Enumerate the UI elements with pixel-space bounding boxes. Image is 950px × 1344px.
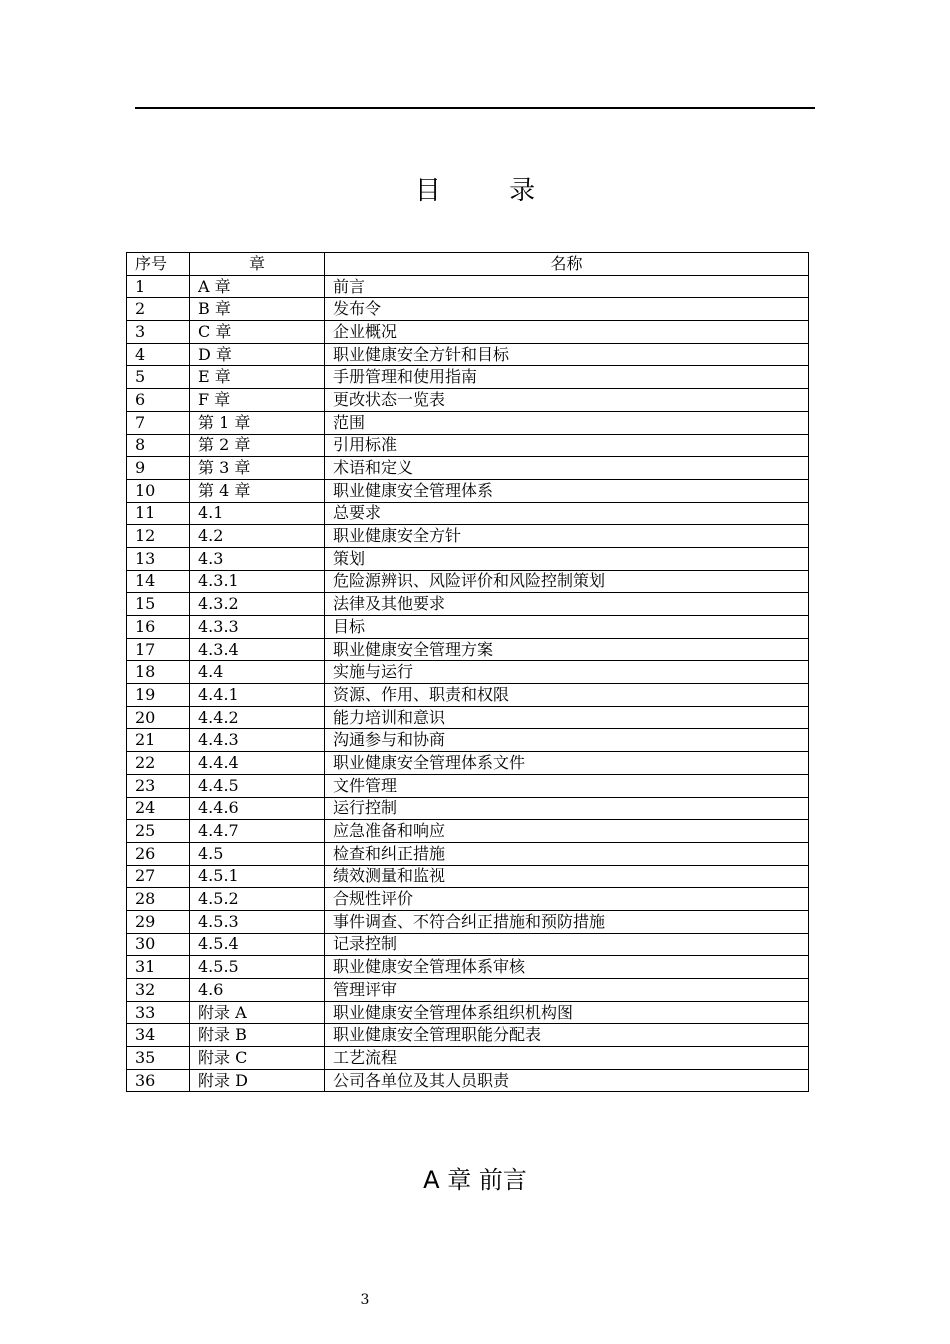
cell-chapter: E 章	[190, 366, 325, 389]
table-row	[127, 774, 809, 797]
cell-seq: 17	[127, 638, 190, 661]
table-row	[127, 547, 809, 570]
cell-name: 职业健康安全管理体系文件	[325, 752, 809, 775]
cell-name: 总要求	[325, 502, 809, 525]
table-row	[127, 570, 809, 593]
cell-chapter: 4.4	[190, 661, 325, 684]
cell-name: 检查和纠正措施	[325, 842, 809, 865]
table-row	[127, 616, 809, 639]
table-row	[127, 457, 809, 480]
cell-name: 手册管理和使用指南	[325, 366, 809, 389]
table-row	[127, 842, 809, 865]
table-row	[127, 366, 809, 389]
cell-chapter: A 章	[190, 275, 325, 298]
cell-seq: 33	[127, 1001, 190, 1024]
cell-name: 运行控制	[325, 797, 809, 820]
table-row	[127, 706, 809, 729]
cell-chapter: 第 3 章	[190, 457, 325, 480]
table-row	[127, 298, 809, 321]
cell-chapter: 4.5.5	[190, 956, 325, 979]
cell-name: 职业健康安全方针和目标	[325, 343, 809, 366]
cell-chapter: 4.3.3	[190, 616, 325, 639]
cell-seq: 1	[127, 275, 190, 298]
table-row	[127, 979, 809, 1002]
cell-name: 沟通参与和协商	[325, 729, 809, 752]
toc-table	[126, 252, 809, 1092]
cell-name: 公司各单位及其人员职责	[325, 1069, 809, 1092]
cell-name: 职业健康安全方针	[325, 525, 809, 548]
cell-chapter: 4.3	[190, 547, 325, 570]
column-header-chapter: 章	[190, 253, 325, 276]
table-row	[127, 865, 809, 888]
cell-seq: 3	[127, 321, 190, 344]
table-row	[127, 321, 809, 344]
cell-name: 资源、作用、职责和权限	[325, 684, 809, 707]
cell-name: 绩效测量和监视	[325, 865, 809, 888]
cell-name: 职业健康安全管理体系审核	[325, 956, 809, 979]
cell-seq: 29	[127, 910, 190, 933]
cell-seq: 30	[127, 933, 190, 956]
toc-header	[127, 253, 809, 276]
page-number: 3	[360, 1292, 370, 1308]
cell-seq: 34	[127, 1024, 190, 1047]
cell-seq: 12	[127, 525, 190, 548]
cell-chapter: 4.4.1	[190, 684, 325, 707]
cell-name: 法律及其他要求	[325, 593, 809, 616]
column-header-name: 名称	[325, 253, 809, 276]
cell-chapter: 附录 B	[190, 1024, 325, 1047]
cell-seq: 8	[127, 434, 190, 457]
cell-name: 职业健康安全管理体系组织机构图	[325, 1001, 809, 1024]
cell-seq: 15	[127, 593, 190, 616]
cell-chapter: 4.2	[190, 525, 325, 548]
cell-chapter: 附录 C	[190, 1047, 325, 1070]
cell-seq: 26	[127, 842, 190, 865]
table-row	[127, 1047, 809, 1070]
section-heading: A 章 前言	[423, 1166, 527, 1194]
cell-chapter: 4.3.1	[190, 570, 325, 593]
cell-seq: 27	[127, 865, 190, 888]
cell-seq: 19	[127, 684, 190, 707]
cell-name: 职业健康安全管理体系	[325, 479, 809, 502]
cell-chapter: 4.1	[190, 502, 325, 525]
cell-chapter: 第 4 章	[190, 479, 325, 502]
cell-chapter: 4.4.3	[190, 729, 325, 752]
cell-chapter: 4.4.6	[190, 797, 325, 820]
cell-name: 策划	[325, 547, 809, 570]
cell-chapter: 4.4.4	[190, 752, 325, 775]
cell-seq: 25	[127, 820, 190, 843]
cell-seq: 9	[127, 457, 190, 480]
cell-chapter: 4.5.4	[190, 933, 325, 956]
toc-header-row	[127, 253, 809, 276]
cell-name: 企业概况	[325, 321, 809, 344]
cell-seq: 7	[127, 411, 190, 434]
table-row	[127, 956, 809, 979]
table-row	[127, 434, 809, 457]
toc-title: 目 录	[414, 176, 566, 206]
cell-chapter: 第 1 章	[190, 411, 325, 434]
cell-name: 事件调查、不符合纠正措施和预防措施	[325, 910, 809, 933]
table-row	[127, 502, 809, 525]
cell-seq: 10	[127, 479, 190, 502]
table-row	[127, 684, 809, 707]
cell-seq: 16	[127, 616, 190, 639]
table-row	[127, 275, 809, 298]
cell-name: 合规性评价	[325, 888, 809, 911]
table-row	[127, 752, 809, 775]
toc-body	[127, 275, 809, 1092]
table-row	[127, 389, 809, 412]
cell-name: 目标	[325, 616, 809, 639]
cell-chapter: F 章	[190, 389, 325, 412]
cell-name: 范围	[325, 411, 809, 434]
cell-chapter: C 章	[190, 321, 325, 344]
table-row	[127, 910, 809, 933]
cell-chapter: 4.5	[190, 842, 325, 865]
cell-chapter: 4.3.2	[190, 593, 325, 616]
cell-chapter: 第 2 章	[190, 434, 325, 457]
cell-name: 工艺流程	[325, 1047, 809, 1070]
header-rule	[135, 107, 815, 109]
cell-seq: 24	[127, 797, 190, 820]
cell-seq: 14	[127, 570, 190, 593]
cell-seq: 28	[127, 888, 190, 911]
cell-name: 更改状态一览表	[325, 389, 809, 412]
cell-name: 管理评审	[325, 979, 809, 1002]
cell-name: 危险源辨识、风险评价和风险控制策划	[325, 570, 809, 593]
table-row	[127, 343, 809, 366]
table-row	[127, 661, 809, 684]
table-row	[127, 888, 809, 911]
table-row	[127, 525, 809, 548]
table-row	[127, 1069, 809, 1092]
cell-chapter: 附录 D	[190, 1069, 325, 1092]
table-row	[127, 933, 809, 956]
cell-seq: 20	[127, 706, 190, 729]
cell-chapter: 4.4.5	[190, 774, 325, 797]
cell-name: 职业健康安全管理职能分配表	[325, 1024, 809, 1047]
table-row	[127, 479, 809, 502]
table-row	[127, 820, 809, 843]
cell-seq: 5	[127, 366, 190, 389]
cell-seq: 13	[127, 547, 190, 570]
cell-chapter: B 章	[190, 298, 325, 321]
cell-seq: 32	[127, 979, 190, 1002]
cell-chapter: 4.4.2	[190, 706, 325, 729]
cell-seq: 22	[127, 752, 190, 775]
cell-chapter: D 章	[190, 343, 325, 366]
cell-name: 文件管理	[325, 774, 809, 797]
cell-chapter: 4.6	[190, 979, 325, 1002]
cell-seq: 35	[127, 1047, 190, 1070]
cell-seq: 4	[127, 343, 190, 366]
cell-seq: 11	[127, 502, 190, 525]
cell-name: 实施与运行	[325, 661, 809, 684]
cell-seq: 6	[127, 389, 190, 412]
cell-name: 术语和定义	[325, 457, 809, 480]
cell-name: 发布令	[325, 298, 809, 321]
cell-name: 职业健康安全管理方案	[325, 638, 809, 661]
cell-seq: 21	[127, 729, 190, 752]
table-row	[127, 1024, 809, 1047]
cell-seq: 18	[127, 661, 190, 684]
cell-name: 前言	[325, 275, 809, 298]
cell-name: 能力培训和意识	[325, 706, 809, 729]
cell-name: 引用标准	[325, 434, 809, 457]
cell-name: 应急准备和响应	[325, 820, 809, 843]
cell-chapter: 4.4.7	[190, 820, 325, 843]
cell-seq: 31	[127, 956, 190, 979]
cell-chapter: 4.5.3	[190, 910, 325, 933]
cell-seq: 23	[127, 774, 190, 797]
table-row	[127, 411, 809, 434]
cell-chapter: 附录 A	[190, 1001, 325, 1024]
cell-seq: 2	[127, 298, 190, 321]
table-row	[127, 638, 809, 661]
cell-seq: 36	[127, 1069, 190, 1092]
table-row	[127, 729, 809, 752]
table-row	[127, 593, 809, 616]
cell-chapter: 4.5.1	[190, 865, 325, 888]
cell-chapter: 4.5.2	[190, 888, 325, 911]
column-header-seq: 序号	[127, 253, 190, 276]
table-row	[127, 797, 809, 820]
table-row	[127, 1001, 809, 1024]
cell-chapter: 4.3.4	[190, 638, 325, 661]
cell-name: 记录控制	[325, 933, 809, 956]
